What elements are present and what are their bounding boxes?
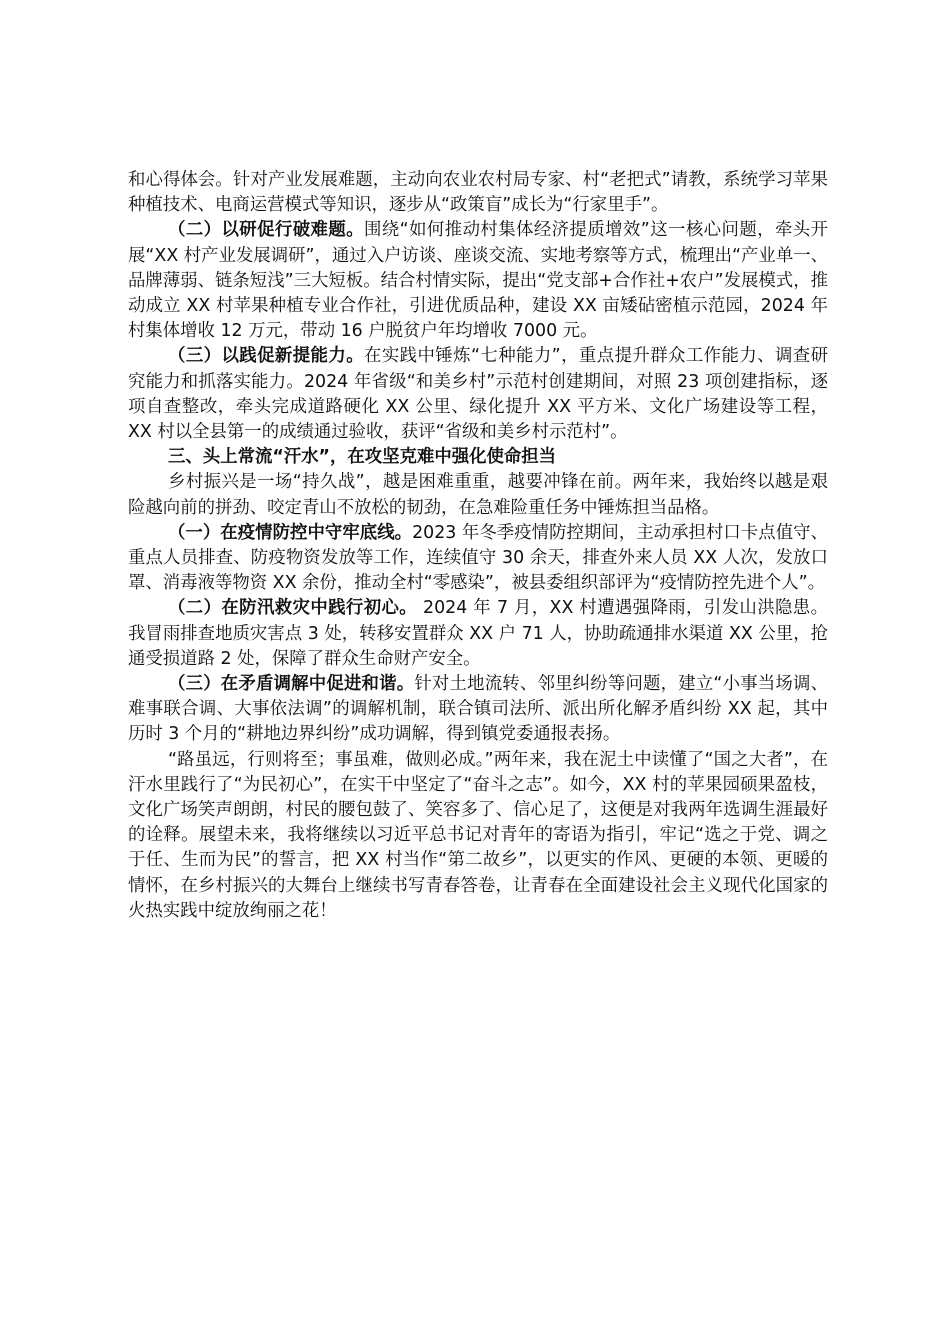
paragraph-text: 和心得体会。针对产业发展难题，主动向农业农村局专家、村“老把式”请教，系统学习苹果种植技术、电商运营模式等知识，逐步从“政策盲”成长为“行家里手”。 xyxy=(128,170,828,216)
paragraph-lead: （二）在防汛救灾中践行初心。 xyxy=(168,598,418,619)
paragraph-epidemic xyxy=(128,521,828,597)
paragraph-continued xyxy=(128,168,828,218)
document-body xyxy=(128,168,828,924)
paragraph-lead: （一）在疫情防控中守牢底线。 xyxy=(168,522,413,543)
paragraph-text: 针对土地流转、邻里纠纷等问题，建立“小事当场调、难事联合调、大事依法调”的调解机制，联合镇司法所、派出所化解矛盾纠纷 XX 起，其中历时 3 个月的“耕地边界纠纷”成功调解，得到镇党委通报表扬。 xyxy=(128,674,828,745)
paragraph-practice xyxy=(128,344,828,445)
paragraph-text: “路虽远，行则将至；事虽难，做则必成。”两年来，我在泥土中读懂了“国之大者”，在汗水里践行了“为民初心”，在实干中坚定了“奋斗之志”。如今，XX 村的苹果园硕果盈枝，文化广场笑声朗朗，村民的腰包鼓了、笑容多了、信心足了，这便是对我两年选调生涯最好的诠释。展望未来，我将继续以习近平总书记对青年的寄语为指引，牢记“选之于党、调之于任、生而为民”的誓言，把 XX 村当作“第二故乡”，以更实的作风、更硬的本领、更暖的情怀，在乡村振兴的大舞台上继续书写青春答卷，让青春在全面建设社会主义现代化国家的火热实践中绽放绚丽之花！ xyxy=(128,749,828,921)
paragraph-lead: （三）以践促新提能力。 xyxy=(168,346,365,367)
paragraph-text: 2023 年冬季疫情防控期间，主动承担村口卡点值守、重点人员排查、防疫物资发放等工作，连续值守 30 余天，排查外来人员 XX 人次，发放口罩、消毒液等物资 XX 余份，推动全村“零感染”，被县委组织部评为“疫情防控先进个人”。 xyxy=(128,522,828,594)
paragraph-text: 围绕“如何推动村集体经济提质增效”这一核心问题，牵头开展“XX 村产业发展调研”，通过入户访谈、座谈交流、实地考察等方式，梳理出“产业单一、品牌薄弱、链条短浅”三大短板。结合村情实际，提出“党支部+合作社+农户”发展模式，推动成立 XX 村苹果种植专业合作社，引进优质品种，建设 XX 亩矮砧密植示范园，2024 年村集体增收 12 万元，带动 16 户脱贫户年均增收 7000 元。 xyxy=(128,220,828,342)
paragraph-research xyxy=(128,218,828,344)
paragraph-mediation xyxy=(128,672,828,748)
paragraph-flood xyxy=(128,596,828,672)
paragraph-conclusion xyxy=(128,748,828,924)
section-heading: 三、头上常流“汗水”，在攻坚克难中强化使命担当 xyxy=(168,447,557,468)
paragraph-lead: （二）以研促行破难题。 xyxy=(168,220,365,241)
paragraph-lead: （三）在矛盾调解中促进和谐。 xyxy=(168,674,415,695)
paragraph-text: 在实践中锤炼“七种能力”，重点提升群众工作能力、调查研究能力和抓落实能力。2024 年省级“和美乡村”示范村创建期间，对照 23 项创建指标，逐项自查整改，牵头完成道路硬化 XX 公里、绿化提升 XX 平方米、文化广场建设等工程，XX 村以全县第一的成绩通过验收，获评“省级和美乡村示范村”。 xyxy=(128,346,828,443)
paragraph-text: 乡村振兴是一场“持久战”，越是困难重重，越要冲锋在前。两年来，我始终以越是艰险越向前的拼劲、咬定青山不放松的韧劲，在急难险重任务中锤炼担当品格。 xyxy=(128,472,828,518)
paragraph-intro xyxy=(128,470,828,520)
paragraph-text: 2024 年 7 月，XX 村遭遇强降雨，引发山洪隐患。我冒雨排查地质灾害点 3 处，转移安置群众 XX 户 71 人，协助疏通排水渠道 XX 公里，抢通受损道路 2 处，保障了群众生命财产安全。 xyxy=(128,598,828,669)
